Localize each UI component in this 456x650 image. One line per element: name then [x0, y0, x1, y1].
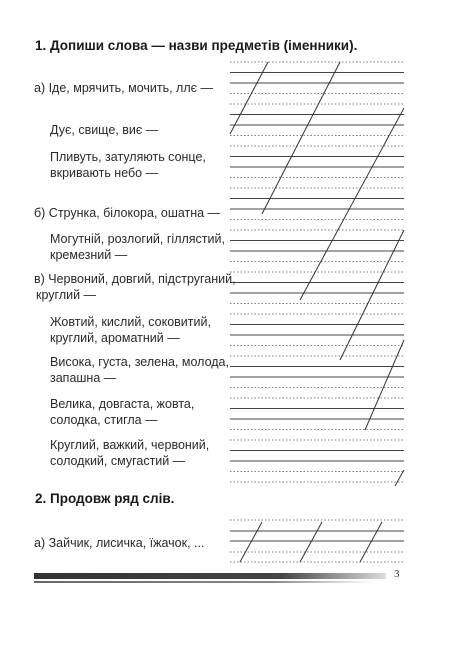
item-line: а) Зайчик, лисичка, їжачок, ... — [34, 536, 205, 550]
item-line: в) Червоний, довгий, підструганий, — [34, 272, 236, 286]
item-a-rain — [34, 80, 213, 96]
item-a-animals — [34, 535, 204, 551]
item-dill — [50, 354, 229, 386]
page-number: 3 — [394, 568, 400, 580]
item-watermelon — [50, 437, 209, 469]
slant-guide-line — [300, 522, 322, 562]
item-line-2: вкривають небо — — [50, 166, 159, 180]
item-wind — [50, 122, 158, 138]
exercise-1-heading: 1. Допиши слова — назви предметів (іменники). — [35, 38, 358, 53]
item-line-2: круглий — — [36, 288, 97, 302]
slant-guide-line — [262, 62, 340, 214]
slant-guide-line — [340, 230, 404, 360]
item-line-2: круглий, ароматний — — [50, 331, 180, 345]
item-line-2: кремезний — — [50, 248, 128, 262]
item-line: а) Іде, мрячить, мочить, ллє — — [34, 81, 213, 95]
item-line-2: солодка, стигла — — [50, 413, 158, 427]
item-line: Пливуть, затуляють сонце, — [50, 150, 206, 164]
footer-rule — [34, 573, 386, 579]
item-line: Могутній, розлогий, гіллястий, — [50, 232, 225, 246]
item-clouds — [50, 149, 206, 181]
slant-guide-line — [240, 522, 262, 562]
item-oak — [50, 231, 225, 263]
item-melon — [50, 396, 194, 428]
footer-rule-thin — [34, 581, 374, 583]
slant-guide-line — [365, 340, 404, 430]
item-line: Жовтий, кислий, соковитий, — [50, 315, 211, 329]
item-line: б) Струнка, білокора, ошатна — — [34, 206, 221, 220]
slant-guide-line — [360, 522, 382, 562]
item-line-2: солодкий, смугастий — — [50, 454, 186, 468]
item-lemon — [50, 314, 211, 346]
item-line: Круглий, важкий, червоний, — [50, 438, 210, 452]
item-line: Дує, свище, виє — — [50, 123, 159, 137]
item-line: Велика, довгаста, жовта, — [50, 397, 195, 411]
exercise-2-heading: 2. Продовж ряд слів. — [35, 491, 175, 506]
item-line: Висока, густа, зелена, молода, — [50, 355, 229, 369]
slant-guide-line — [300, 108, 404, 300]
item-line-2: запашна — — [50, 371, 117, 385]
item-v-carrot — [34, 271, 236, 303]
slant-guide-line — [395, 470, 404, 486]
item-b-birch — [34, 205, 220, 221]
